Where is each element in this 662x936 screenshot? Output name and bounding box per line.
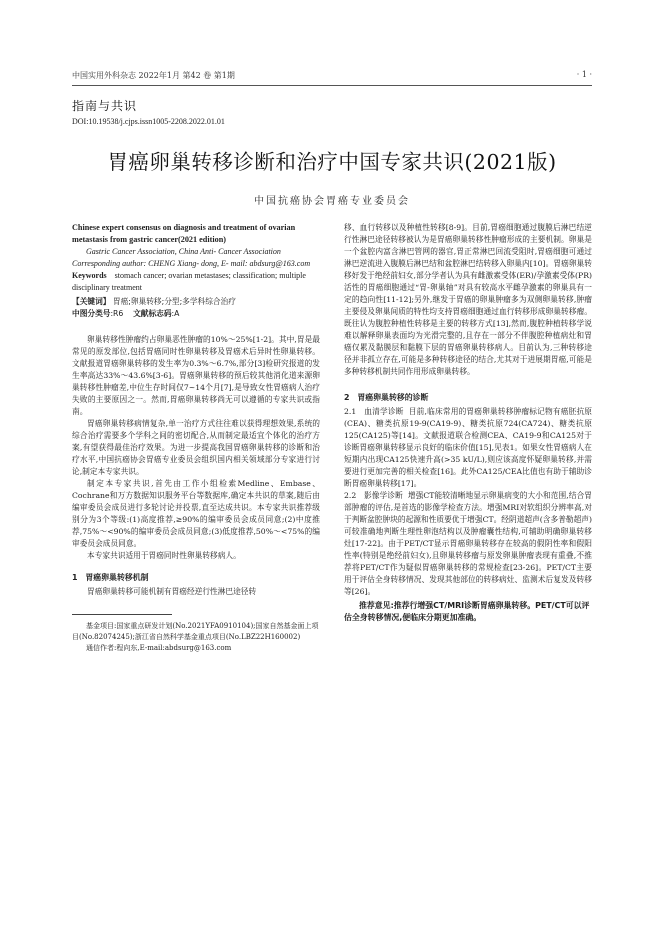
left-column (72, 222, 320, 654)
clc-value: :R6 (110, 309, 124, 318)
chinese-keywords-label: 【关键词】 (72, 297, 111, 306)
body-paragraph: 移、血行转移以及种植性转移[8-9]。目前,胃癌细胞通过腹膜后淋巴结逆行性淋巴途径转移被认为是胃癌卵巢转移性肿瘤形成的主要机制。卵巢是一个盆腔内富含淋巴管网的器官,胃正常淋巴回流受阻时,胃癌细胞可通过淋巴逆流进入腹膜后淋巴结和盆腔淋巴结转移入卵巢内[10]。胃癌卵巢转移好发于绝经前妇女,部分学者认为具有雌激素受体(ER)/孕激素受体(PR)活性的胃癌细胞通过“胃-卵巢轴”对具有较高水平雌孕激素的卵巢具有一定的趋向性[11-12];另外,继发于胃癌的卵巢肿瘤多为双侧卵巢转移,肿瘤主要侵及卵巢间质的特性均支持胃癌细胞通过血行转移形成卵巢转移瘤。既往认为腹腔种植性转移是主要的转移方式[13],然而,腹腔种植转移学说难以解释卵巢表面均为光滑完整的,且存在一部分不伴腹腔种植病灶和胃癌仅累及黏膜层和黏膜下层的胃癌卵巢转移病人。目前认为,三种转移途径并非孤立存在,可能是多种转移途径的结合,尤其对于进展期胃癌,可能是多种转移机制共同作用形成卵巢转移。 (344, 223, 592, 376)
intro-paragraph: 本专家共识适用于胃癌同时性卵巢转移病人。 (87, 551, 241, 560)
article-title: 胃癌卵巢转移诊断和治疗中国专家共识(2021版) (107, 150, 557, 174)
subsection-paragraph (344, 490, 592, 598)
intro-paragraph: 制定本专家共识,首先由工作小组检索Medline、Embase、Cochrane和万方数据知识服务平台等数据库,确定本共识的草案,随后由编审委员会成员进行多轮讨论并投票,直至达成共识。本专家共识推荐级别分为3个等级:(1)高度推荐,≥90%的编审委员会成员同意;(2)中度推荐,75%～<90%的编审委员会成员同意;(3)低度推荐,50%～<75%的编审委员会成员同意。 (72, 479, 320, 548)
english-keywords-text: stomach cancer; ovarian metastases; classification; multiple disciplinary treatment (72, 271, 306, 292)
doc-code-label: 文献标志码 (133, 309, 172, 318)
clc-label: 中图分类号 (72, 309, 111, 318)
chinese-keywords (72, 296, 320, 308)
intro-paragraph: 胃癌卵巢转移病情复杂,单一治疗方式往往难以获得理想效果,系统的综合治疗需要多个学科之间的密切配合,从而制定最适宜个体化的治疗方案,有望获得最佳治疗效果。为进一步提高我国胃癌卵巢转移的诊断和治疗水平,中国抗癌协会胃癌专业委员会组织国内相关领域部分专家进行讨论,制定本专家共识。 (72, 419, 320, 476)
english-keywords (72, 270, 320, 294)
running-header (72, 70, 592, 84)
subsection-text: 目前,临床常用的胃癌卵巢转移肿瘤标记物有癌胚抗原(CEA)、糖类抗原19-9(CA19-9)、糖类抗原724(CA724)、糖类抗原125(CA125)等[14]。文献报道联合检测CEA、CA19-9和CA125对于诊断胃癌卵巢转移显示良好的临床价值[15],见表1。如果女性胃癌病人在短期内出现CA125快速升高(>35 kU/L),则应该高度怀疑卵巢转移,并需要进行更加完善的相关检查[16]。此外CA125/CEA比值也有助于辅助诊断胃癌卵巢转移[17]。 (344, 407, 592, 488)
subsection-label: 2.2 影像学诊断 (344, 491, 403, 500)
english-affiliation: Gastric Cancer Association, China Anti- Cancer Association Corresponding author: CHENG Xiang- dong, E- mail: abdsurg@163.com (72, 247, 311, 268)
recommendation: 推荐意见:推荐行增强CT/MRI诊断胃癌卵巢转移。PET/CT可以评估全身转移情况,便临床分期更加准确。 (344, 601, 590, 622)
correspondence-footnote: 通信作者:程向东,E-mail:abdsurg@163.com (86, 644, 232, 652)
subsection-paragraph (344, 406, 592, 490)
doi: DOI:10.19538/j.cjps.issn1005-2208.2022.01.01 (72, 117, 225, 126)
section-heading: 1 胃癌卵巢转移机制 (72, 573, 149, 582)
doc-code-value: :A (171, 309, 180, 318)
section-heading: 2 胃癌卵巢转移的诊断 (344, 393, 429, 402)
funding-footnote: 基金项目:国家重点研发计划(No.2021YFA0910104);国家自然基金面上项目(No.82074245);浙江省自然科学基金重点项目(No.LBZ22H160002) (72, 622, 319, 641)
footnote-rule (72, 614, 172, 615)
english-title: Chinese expert consensus on diagnosis and treatment of ovarian metastasis from gastric cancer(2021 edition) (72, 223, 296, 244)
right-column (344, 222, 592, 624)
section-type: 指南与共识 (72, 99, 138, 113)
body-paragraph: 胃癌卵巢转移可能机制有胃癌经逆行性淋巴途径转 (87, 587, 257, 596)
authors: 中国抗癌协会胃癌专业委员会 (254, 196, 410, 207)
english-keywords-label: Keywords (72, 271, 107, 280)
classification-line (72, 308, 320, 320)
journal-info: 中国实用外科杂志 2022年1月 第42 卷 第1期 (72, 71, 235, 80)
subsection-label: 2.1 血清学诊断 (344, 407, 404, 416)
subsection-text: 增强CT能较清晰地显示卵巢病变的大小和范围,结合胃部肿瘤的评估,是首选的影像学检查方法。增强MRI对软组织分辨率高,对于判断盆腔肿块的起源和性质要优于增强CT。经阴道超声(含多普勒超声)可较准确地判断生理性卵泡结构以及肿瘤囊性结构,可辅助明确卵巢转移灶[17-22]。由于PET/CT显示胃癌卵巢转移存在较高的假阴性率和假阳性率(特别是绝经前妇女),且卵巢转移瘤与原发卵巢肿瘤表现有重叠,不推荐将PET/CT作为疑似胃癌卵巢转移的常规检查[23-26]。PET/CT主要用于评估全身转移情况、发现其他部位的转移病灶、监测术后复发及转移等[26]。 (344, 491, 592, 596)
chinese-keywords-text: 胃癌;卵巢转移;分型;多学科综合治疗 (112, 297, 236, 306)
header-rule (72, 85, 592, 86)
page-number: · 1 · (576, 70, 592, 79)
intro-paragraph: 卵巢转移性肿瘤约占卵巢恶性肿瘤的10%～25%[1-2]。其中,胃是最常见的原发部位,包括胃癌同时性卵巢转移及胃癌术后异时性卵巢转移。文献报道胃癌卵巢转移的发生率为0.3%～6.7%,部分[3]检研究报道的发生率高达33%～43.6%[3-6]。胃癌卵巢转移的预后较其他消化道来源卵巢转移性肿瘤差,中位生存时间仅7~14个月[7],是导致女性胃癌病人治疗失败的主要原因之一。然而,胃癌卵巢转移尚无可以遵循的专家共识或指南。 (72, 335, 320, 416)
